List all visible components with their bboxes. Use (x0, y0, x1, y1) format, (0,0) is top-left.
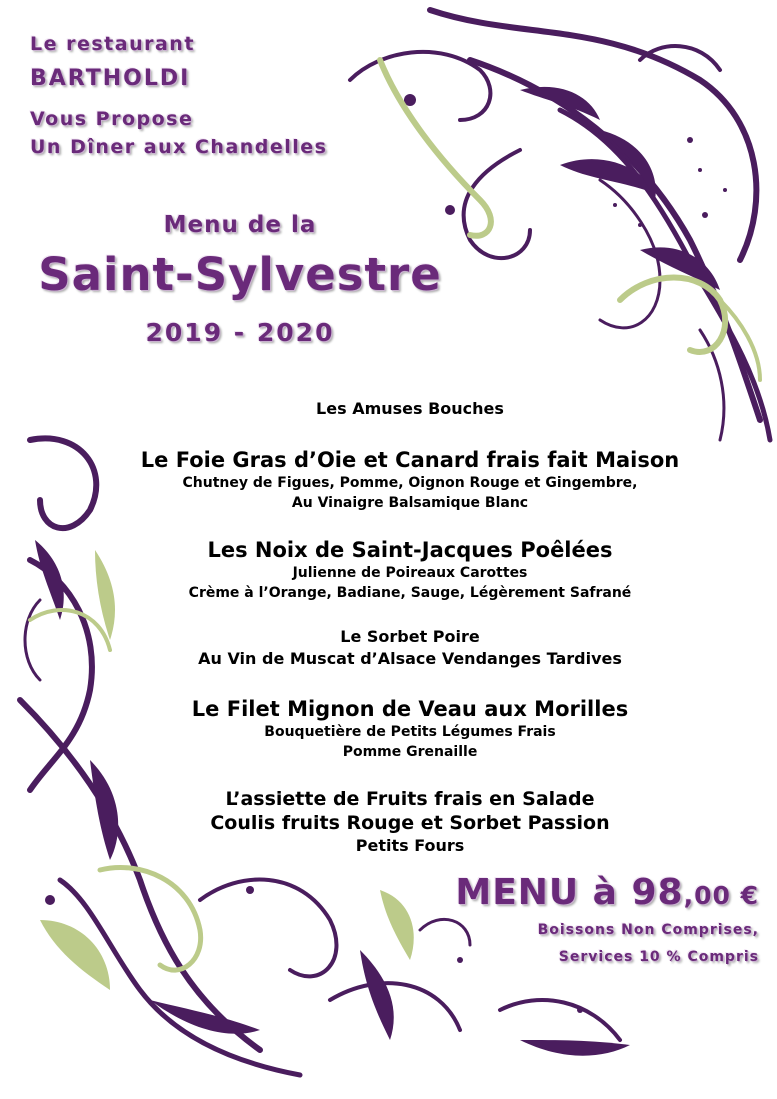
restaurant-name: BARTHOLDI (30, 66, 191, 91)
sorbet-line-2: Au Vin de Muscat d’Alsace Vendanges Tardives (198, 649, 622, 668)
dessert-line-2: Coulis fruits Rouge et Sorbet Passion (210, 812, 610, 834)
saint-jacques-title: Les Noix de Saint-Jacques Poêlées (207, 538, 613, 562)
course-amuse-bouches (80, 398, 740, 420)
proposal-line: Vous Propose (30, 108, 194, 130)
price-cents: ,00 € (683, 881, 759, 910)
drinks-note: Boissons Non Comprises, (537, 922, 759, 938)
foie-gras-desc-2: Au Vinaigre Balsamique Blanc (291, 495, 529, 511)
course-filet-mignon (80, 697, 740, 762)
restaurant-intro-line: Le restaurant (30, 33, 195, 55)
menu-main-title: Saint-Sylvestre (38, 248, 442, 301)
course-foie-gras (80, 448, 740, 513)
foie-gras-desc-1: Chutney de Figues, Pomme, Oignon Rouge et Gingembre, (182, 475, 638, 491)
course-saint-jacques (80, 538, 740, 603)
candlelit-dinner-line: Un Dîner aux Chandelles (30, 136, 328, 158)
filet-mignon-desc-2: Pomme Grenaille (342, 744, 478, 760)
dessert-line-3: Petits Fours (355, 836, 465, 855)
filet-mignon-desc-1: Bouquetière de Petits Légumes Frais (264, 724, 556, 740)
filet-mignon-title: Le Filet Mignon de Veau aux Morilles (191, 697, 629, 721)
menu-years: 2019 - 2020 (145, 318, 335, 347)
course-dessert (80, 787, 740, 857)
foie-gras-title: Le Foie Gras d’Oie et Canard frais fait Maison (140, 448, 680, 472)
saint-jacques-desc-2: Crème à l’Orange, Badiane, Sauge, Légèrement Safrané (188, 585, 632, 601)
price-main: MENU à 98 (455, 872, 684, 913)
amuse-bouches-title: Les Amuses Bouches (316, 399, 504, 418)
dessert-line-1: L’assiette de Fruits frais en Salade (225, 788, 595, 810)
menu-price (455, 872, 759, 913)
menu-pre-title: Menu de la (163, 212, 317, 238)
sorbet-line-1: Le Sorbet Poire (340, 627, 480, 646)
saint-jacques-desc-1: Julienne de Poireaux Carottes (292, 565, 528, 581)
service-note: Services 10 % Compris (558, 949, 759, 965)
course-sorbet (80, 626, 740, 670)
